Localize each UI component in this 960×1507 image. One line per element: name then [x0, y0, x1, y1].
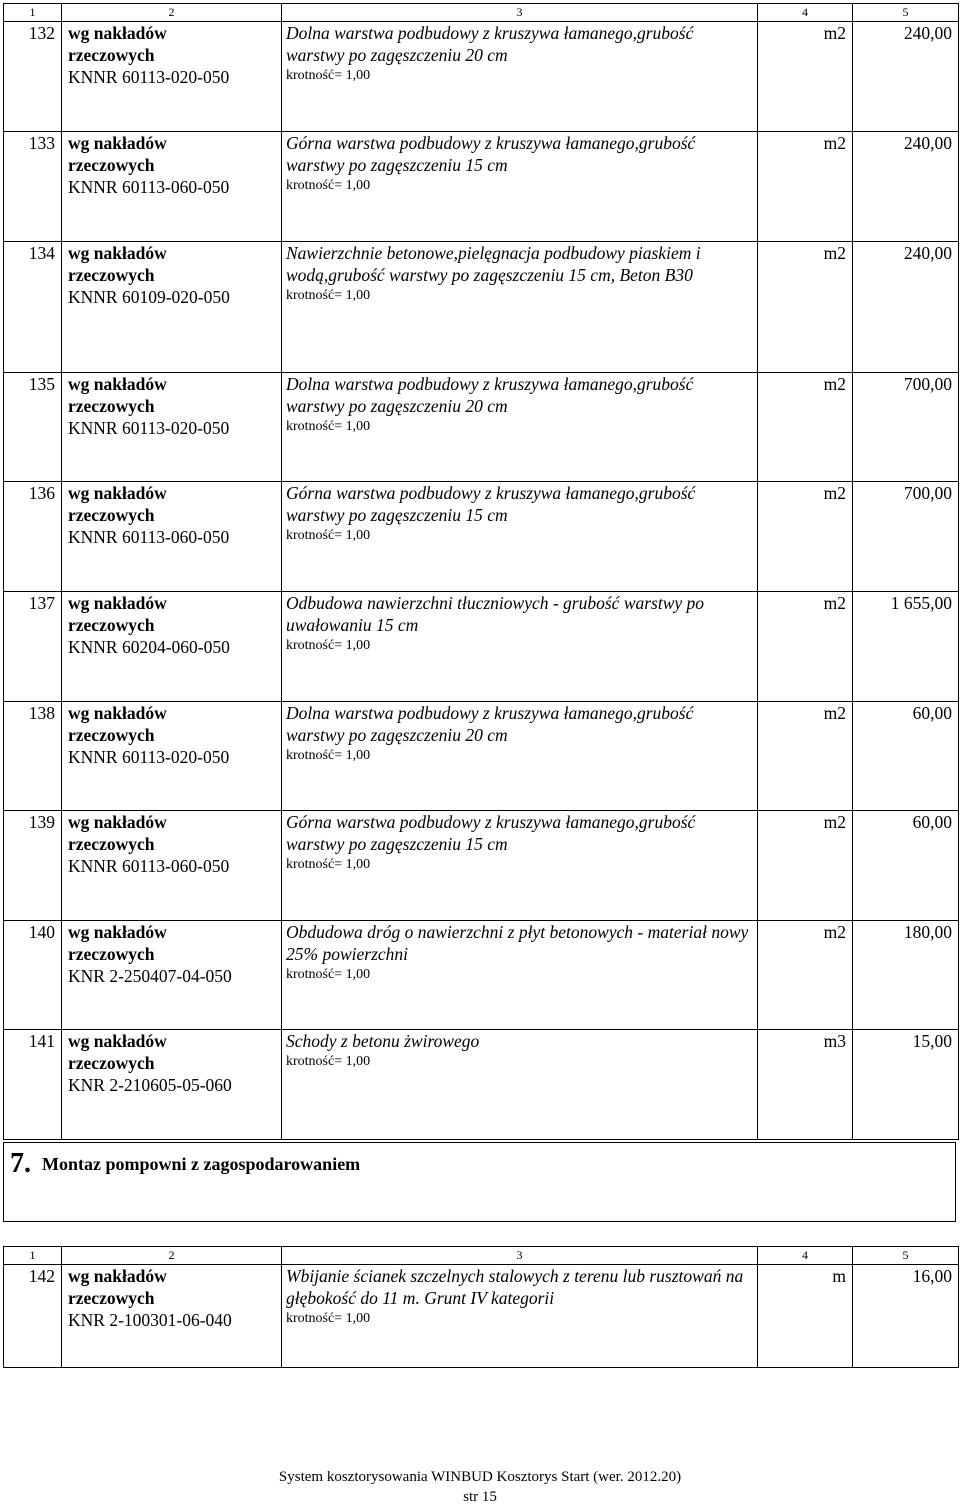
multiplier: krotność= 1,00: [286, 1311, 371, 1326]
basis-code: KNNR 60109-020-050: [68, 287, 230, 307]
basis-line-1: wg nakładów: [68, 1031, 167, 1051]
multiplier: krotność= 1,00: [286, 288, 371, 303]
basis-line-2: rzeczowych: [68, 505, 155, 525]
unit-cell: [758, 811, 853, 921]
basis-cell: [62, 373, 282, 482]
description-cell: [282, 592, 758, 702]
position-number-cell: [4, 702, 62, 811]
position-number-cell: [4, 921, 62, 1030]
basis-cell: [62, 1265, 282, 1368]
description-cell: [282, 1030, 758, 1140]
unit: m3: [823, 1031, 846, 1051]
description-cell: [282, 132, 758, 242]
unit-cell: [758, 132, 853, 242]
description: Dolna warstwa podbudowy z kruszywa łamanego,grubość warstwy po zagęszczeniu 20 cm: [286, 23, 694, 65]
position-number-cell: [4, 1265, 62, 1368]
footer-system: System kosztorysowania WINBUD Kosztorys Start (wer. 2012.20): [278, 1469, 682, 1485]
table-row: [4, 921, 959, 1030]
quantity-cell: [853, 22, 959, 132]
basis-line-1: wg nakładów: [68, 922, 167, 942]
unit-cell: [758, 242, 853, 373]
basis-code: KNNR 60113-020-050: [68, 747, 230, 767]
table-row: [4, 242, 959, 373]
quantity-cell: [853, 1265, 959, 1368]
multiplier: krotność= 1,00: [286, 419, 371, 434]
multiplier: krotność= 1,00: [286, 857, 371, 872]
quantity: 15,00: [912, 1031, 952, 1051]
section-number: 7.: [10, 1148, 31, 1179]
quantity-cell: [853, 482, 959, 592]
basis-line-1: wg nakładów: [68, 133, 167, 153]
position-number: 137: [28, 593, 55, 613]
header-row: [4, 4, 959, 22]
cost-table-2: [3, 1246, 959, 1368]
position-number: 132: [28, 23, 55, 43]
position-number: 135: [28, 374, 55, 394]
description: Dolna warstwa podbudowy z kruszywa łamanego,grubość warstwy po zagęszczeniu 20 cm: [286, 374, 694, 416]
quantity: 60,00: [912, 703, 952, 723]
position-number: 138: [28, 703, 55, 723]
multiplier: krotność= 1,00: [286, 967, 371, 982]
basis-line-2: rzeczowych: [68, 45, 155, 65]
table-row: [4, 132, 959, 242]
position-number-cell: [4, 22, 62, 132]
description-cell: [282, 1265, 758, 1368]
basis-line-1: wg nakładów: [68, 593, 167, 613]
quantity-cell: [853, 373, 959, 482]
basis-code: KNNR 60113-020-050: [68, 67, 230, 87]
quantity-cell: [853, 921, 959, 1030]
footer: [0, 1467, 960, 1507]
basis-line-2: rzeczowych: [68, 944, 155, 964]
table-row: [4, 482, 959, 592]
basis-code: KNNR 60113-060-050: [68, 177, 230, 197]
description: Dolna warstwa podbudowy z kruszywa łamanego,grubość warstwy po zagęszczeniu 20 cm: [286, 703, 694, 745]
unit: m2: [823, 812, 846, 832]
basis-line-2: rzeczowych: [68, 1288, 155, 1308]
unit: m2: [823, 593, 846, 613]
unit: m: [832, 1266, 846, 1286]
basis-code: KNR 2-210605-05-060: [68, 1075, 232, 1095]
description-cell: [282, 921, 758, 1030]
multiplier: krotność= 1,00: [286, 638, 371, 653]
position-number-cell: [4, 592, 62, 702]
basis-line-2: rzeczowych: [68, 615, 155, 635]
header-col-4: 4: [758, 1247, 853, 1265]
multiplier: krotność= 1,00: [286, 748, 371, 763]
basis-cell: [62, 702, 282, 811]
position-number-cell: [4, 242, 62, 373]
unit-cell: [758, 1265, 853, 1368]
basis-cell: [62, 811, 282, 921]
position-number: 141: [28, 1031, 55, 1051]
position-number-cell: [4, 373, 62, 482]
description-cell: [282, 242, 758, 373]
header-col-3: 3: [282, 4, 758, 22]
table-row: [4, 373, 959, 482]
description-cell: [282, 811, 758, 921]
table-row: [4, 1030, 959, 1140]
header-col-5: 5: [853, 1247, 959, 1265]
basis-cell: [62, 1030, 282, 1140]
unit-cell: [758, 22, 853, 132]
basis-line-2: rzeczowych: [68, 396, 155, 416]
unit-cell: [758, 921, 853, 1030]
description: Wbijanie ścianek szczelnych stalowych z terenu lub rusztowań na głębokość do 11 m. Grunt IV kategorii: [286, 1266, 744, 1308]
basis-line-2: rzeczowych: [68, 265, 155, 285]
position-number: 139: [28, 812, 55, 832]
position-number-cell: [4, 132, 62, 242]
position-number-cell: [4, 811, 62, 921]
basis-cell: [62, 22, 282, 132]
unit-cell: [758, 373, 853, 482]
basis-cell: [62, 921, 282, 1030]
quantity-cell: [853, 1030, 959, 1140]
basis-code: KNNR 60113-060-050: [68, 856, 230, 876]
basis-line-1: wg nakładów: [68, 812, 167, 832]
description: Górna warstwa podbudowy z kruszywa łamanego,grubość warstwy po zagęszczeniu 15 cm: [286, 812, 696, 854]
multiplier: krotność= 1,00: [286, 528, 371, 543]
quantity: 240,00: [903, 243, 952, 263]
basis-line-2: rzeczowych: [68, 155, 155, 175]
description-cell: [282, 702, 758, 811]
basis-cell: [62, 482, 282, 592]
unit-cell: [758, 482, 853, 592]
basis-cell: [62, 592, 282, 702]
basis-cell: [62, 242, 282, 373]
basis-line-1: wg nakładów: [68, 1266, 167, 1286]
multiplier: krotność= 1,00: [286, 178, 371, 193]
position-number: 133: [28, 133, 55, 153]
basis-code: KNR 2-100301-06-040: [68, 1310, 232, 1330]
unit: m2: [823, 374, 846, 394]
basis-line-2: rzeczowych: [68, 834, 155, 854]
basis-line-1: wg nakładów: [68, 483, 167, 503]
quantity: 180,00: [903, 922, 952, 942]
quantity-cell: [853, 132, 959, 242]
description: Górna warstwa podbudowy z kruszywa łamanego,grubość warstwy po zagęszczeniu 15 cm: [286, 483, 696, 525]
position-number: 140: [28, 922, 55, 942]
basis-line-2: rzeczowych: [68, 725, 155, 745]
table-row: [4, 702, 959, 811]
quantity-cell: [853, 702, 959, 811]
quantity: 60,00: [912, 812, 952, 832]
quantity: 700,00: [903, 483, 952, 503]
unit: m2: [823, 23, 846, 43]
quantity: 16,00: [912, 1266, 952, 1286]
description-cell: [282, 373, 758, 482]
description: Górna warstwa podbudowy z kruszywa łamanego,grubość warstwy po zagęszczeniu 15 cm: [286, 133, 696, 175]
cost-table: [3, 3, 959, 1140]
unit: m2: [823, 483, 846, 503]
basis-line-1: wg nakładów: [68, 374, 167, 394]
section-title: Montaz pompowni z zagospodarowaniem: [42, 1154, 361, 1174]
quantity: 240,00: [903, 23, 952, 43]
basis-cell: [62, 132, 282, 242]
multiplier: krotność= 1,00: [286, 1054, 371, 1069]
header-col-2: 2: [62, 1247, 282, 1265]
position-number: 136: [28, 483, 55, 503]
multiplier: krotność= 1,00: [286, 68, 371, 83]
basis-line-1: wg nakładów: [68, 243, 167, 263]
position-number: 134: [28, 243, 55, 263]
header-row: [4, 1247, 959, 1265]
table-row: [4, 811, 959, 921]
unit-cell: [758, 702, 853, 811]
position-number-cell: [4, 1030, 62, 1140]
unit: m2: [823, 133, 846, 153]
unit: m2: [823, 243, 846, 263]
quantity-cell: [853, 592, 959, 702]
position-number: 142: [28, 1266, 55, 1286]
quantity: 700,00: [903, 374, 952, 394]
quantity-cell: [853, 242, 959, 373]
unit-cell: [758, 592, 853, 702]
header-col-1: 1: [4, 1247, 62, 1265]
header-col-2: 2: [62, 4, 282, 22]
quantity-cell: [853, 811, 959, 921]
table-row: [4, 22, 959, 132]
description-cell: [282, 22, 758, 132]
basis-code: KNNR 60204-060-050: [68, 637, 230, 657]
quantity: 240,00: [903, 133, 952, 153]
description: Schody z betonu żwirowego: [286, 1031, 480, 1051]
basis-line-2: rzeczowych: [68, 1053, 155, 1073]
quantity: 1 655,00: [890, 593, 952, 613]
table-row: [4, 1265, 959, 1368]
basis-code: KNNR 60113-060-050: [68, 527, 230, 547]
description: Obdudowa dróg o nawierzchni z płyt betonowych - materiał nowy 25% powierzchni: [286, 922, 749, 964]
basis-code: KNNR 60113-020-050: [68, 418, 230, 438]
header-col-3: 3: [282, 1247, 758, 1265]
description: Odbudowa nawierzchni tłuczniowych - grubość warstwy po uwałowaniu 15 cm: [286, 593, 705, 635]
header-col-1: 1: [4, 4, 62, 22]
unit: m2: [823, 703, 846, 723]
unit-cell: [758, 1030, 853, 1140]
table-row: [4, 592, 959, 702]
header-col-5: 5: [853, 4, 959, 22]
basis-code: KNR 2-250407-04-050: [68, 966, 232, 986]
description-cell: [282, 482, 758, 592]
description: Nawierzchnie betonowe,pielęgnacja podbudowy piaskiem i wodą,grubość warstwy po zagęszczeniu 15 cm, Beton B30: [286, 243, 701, 285]
header-col-4: 4: [758, 4, 853, 22]
position-number-cell: [4, 482, 62, 592]
footer-page: str 15: [463, 1489, 497, 1505]
basis-line-1: wg nakładów: [68, 703, 167, 723]
unit: m2: [823, 922, 846, 942]
basis-line-1: wg nakładów: [68, 23, 167, 43]
section-header: [3, 1142, 956, 1222]
